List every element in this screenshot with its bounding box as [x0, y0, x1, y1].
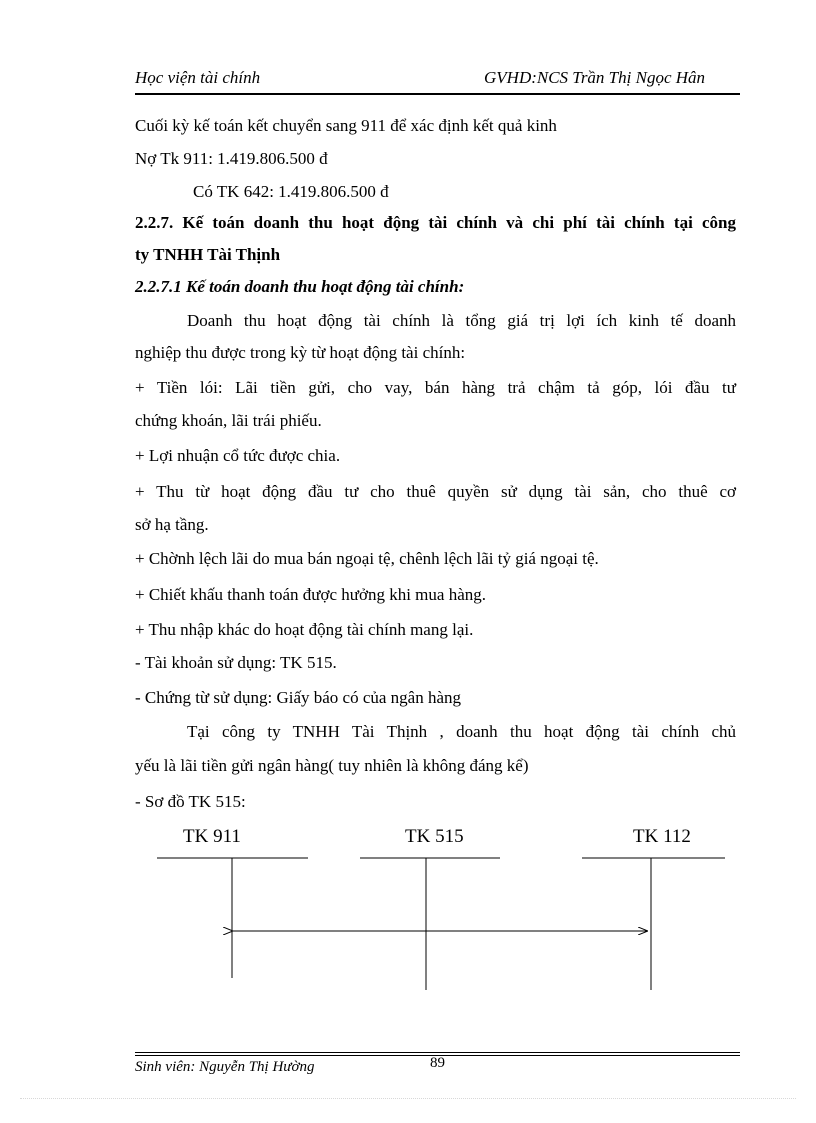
debit-entry: Nợ Tk 911: 1.419.806.500 đ — [135, 149, 328, 168]
list-item-interest-line1: + Tiền lói: Lãi tiền gửi, cho vay, bán hàng trả chậm tả góp, lói đầu tư — [135, 378, 736, 397]
list-item-leasing-line2: sở hạ tầng. — [135, 515, 209, 534]
subsection-heading: 2.2.7.1 Kế toán doanh thu hoạt động tài chính: — [135, 277, 465, 296]
company-para-line2: yếu là lãi tiền gửi ngân hàng( tuy nhiên là không đáng kể) — [135, 756, 529, 775]
credit-entry: Có TK 642: 1.419.806.500 đ — [193, 182, 389, 201]
section-heading-line2: ty TNHH Tài Thịnh — [135, 245, 281, 264]
account-used: - Tài khoản sử dụng: TK 515. — [135, 653, 337, 672]
header-school: Học viện tài chính — [135, 68, 261, 87]
tk112-label: TK 112 — [633, 826, 691, 847]
company-para-line1: Tại công ty TNHH Tài Thịnh , doanh thu hoạt động tài chính chủ — [187, 722, 736, 741]
tk515-label: TK 515 — [405, 826, 464, 847]
list-item-interest-line2: chứng khoán, lãi trái phiếu. — [135, 411, 322, 430]
list-item-fx: + Chờnh lệch lãi do mua bán ngoại tệ, chênh lệch lãi tỷ giá ngoại tệ. — [135, 549, 599, 568]
list-item-other-income: + Thu nhập khác do hoạt động tài chính mang lại. — [135, 620, 474, 639]
page-edge-dots — [20, 1098, 796, 1099]
definition-para-line2: nghiệp thu được trong kỳ từ hoạt động tài chính: — [135, 343, 466, 362]
tk911-label: TK 911 — [183, 826, 241, 847]
list-item-discount: + Chiết khấu thanh toán được hưởng khi mua hàng. — [135, 585, 486, 604]
header-rule — [135, 93, 740, 95]
definition-para-line1: Doanh thu hoạt động tài chính là tổng giá trị lợi ích kinh tế doanh — [187, 311, 736, 330]
footer-student: Sinh viên: Nguyễn Thị Hường — [135, 1059, 315, 1075]
page-number: 89 — [430, 1055, 445, 1071]
diagram-title: - Sơ đồ TK 515: — [135, 792, 246, 811]
section-heading-line1: 2.2.7. Kế toán doanh thu hoạt động tài chính và chi phí tài chính tại công — [135, 213, 736, 232]
closing-entry-text: Cuối kỳ kế toán kết chuyển sang 911 để xác định kết quả kinh — [135, 116, 557, 135]
list-item-dividends: + Lợi nhuận cổ tức được chia. — [135, 446, 341, 465]
list-item-leasing-line1: + Thu từ hoạt động đầu tư cho thuê quyền sử dụng tài sản, cho thuê cơ — [135, 482, 736, 501]
vouchers-used: - Chứng từ sử dụng: Giấy báo có của ngân hàng — [135, 688, 462, 707]
footer-rule-top — [135, 1052, 740, 1053]
header-supervisor: GVHD:NCS Trần Thị Ngọc Hân — [484, 68, 706, 87]
